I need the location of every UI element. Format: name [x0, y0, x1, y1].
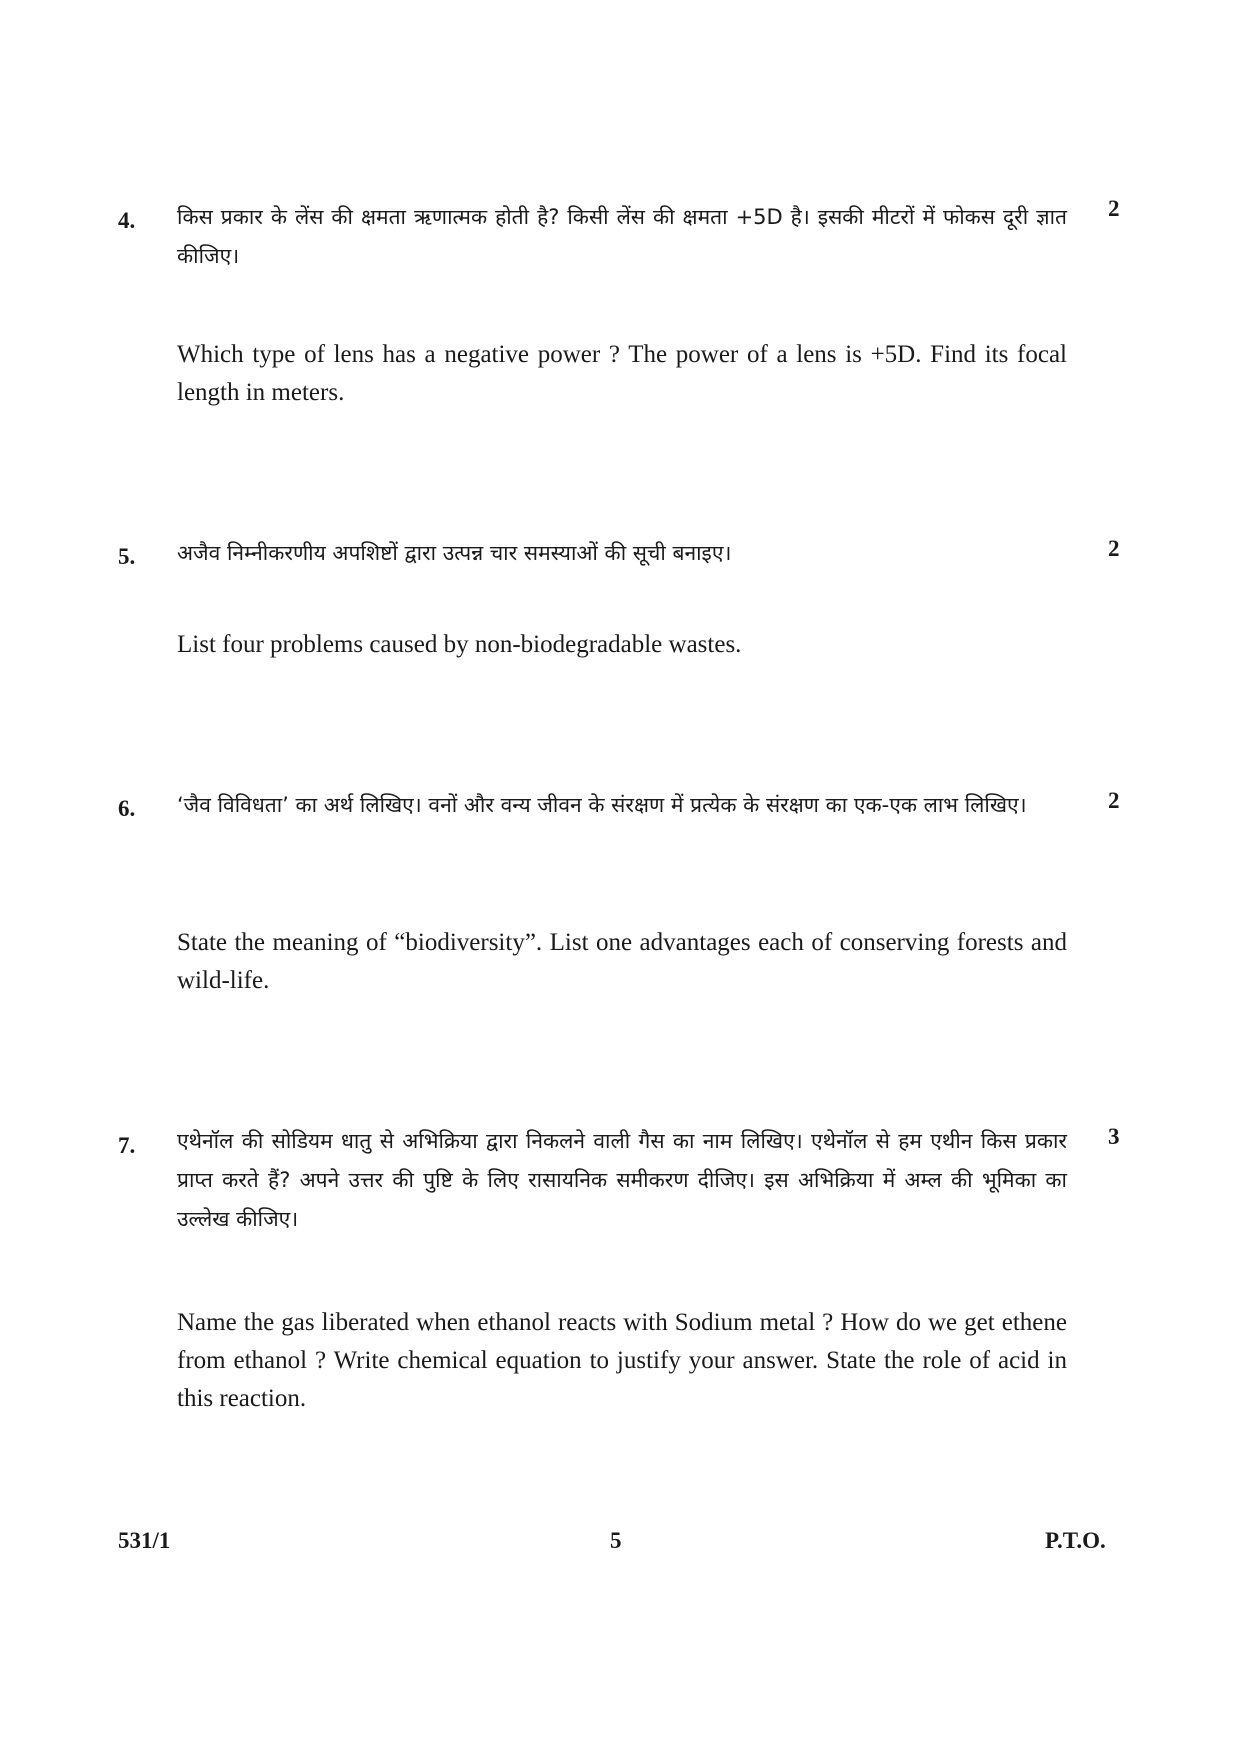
question-marks: 3 [1108, 1124, 1120, 1149]
question-number: 7. [118, 1133, 136, 1158]
question-number: 4. [118, 208, 136, 233]
paper-code: 531/1 [118, 1528, 171, 1553]
question-text-english: List four problems caused by non-biodegradable wastes. [177, 631, 742, 658]
pto-label: P.T.O. [1045, 1528, 1106, 1553]
question-text-english: Name the gas liberated when ethanol reacts with Sodium metal ? How do we get ethene from ethanol ? Write chemical equation to justify your answer. State the role of acid in this reaction. [177, 1309, 1067, 1412]
question-text-hindi: किस प्रकार के लेंस की क्षमता ऋणात्मक होती है? किसी लेंस की क्षमता +5D है। इसकी मीटरों में फोकस दूरी ज्ञात कीजिए। [177, 205, 1067, 268]
question-text-english: Which type of lens has a negative power ? The power of a lens is +5D. Find its focal length in meters. [177, 341, 1067, 406]
page-number: 5 [610, 1528, 622, 1553]
question-text-hindi: ‘जैव विविधता’ का अर्थ लिखिए। वनों और वन्य जीवन के संरक्षण में प्रत्येक के संरक्षण का एक-एक लाभ लिखिए। [177, 793, 1027, 817]
question-marks: 2 [1108, 536, 1120, 561]
question-marks: 2 [1108, 196, 1120, 221]
question-marks: 2 [1108, 788, 1120, 813]
question-text-hindi: अजैव निम्नीकरणीय अपशिष्टों द्वारा उत्पन्न चार समस्याओं की सूची बनाइए। [177, 541, 732, 565]
question-text-hindi: एथेनॉल की सोडियम धातु से अभिक्रिया द्वारा निकलने वाली गैस का नाम लिखिए। एथेनॉल से हम एथीन किस प्रकार प्राप्त करते हैं? अपने उत्तर की पुष्टि के लिए रासायनिक समीकरण दीजिए। इस अभिक्रिया में अम्ल की भूमिका का उल्लेख कीजिए। [177, 1129, 1067, 1231]
question-number: 6. [118, 796, 136, 821]
question-number: 5. [118, 544, 136, 569]
question-text-english: State the meaning of “biodiversity”. List one advantages each of conserving forests and wild-life. [177, 929, 1067, 994]
